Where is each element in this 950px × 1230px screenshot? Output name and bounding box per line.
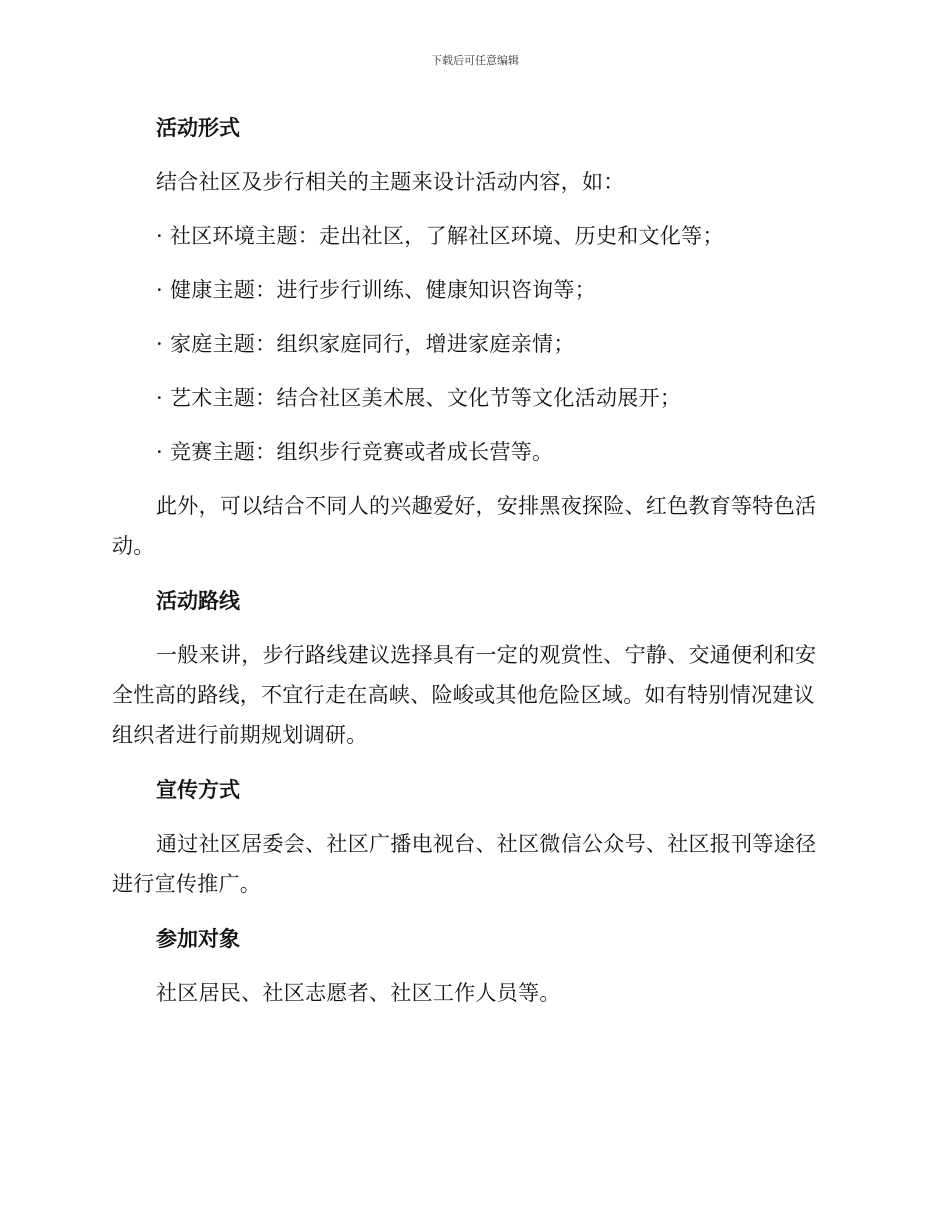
bullet-item-community-environment: · 社区环境主题：走出社区，了解社区环境、历史和文化等； <box>156 224 724 248</box>
route-body: 一般来讲，步行路线建议选择具有一定的观赏性、宁静、交通便利和安全性高的路线，不宜行走在高峡、险峻或其他危险区域。如有特别情况建议组织者进行前期规划调研。 <box>112 643 817 747</box>
activity-form-extra: 此外，可以结合不同人的兴趣爱好，安排黑夜探险、红色教育等特色活动。 <box>112 494 817 558</box>
bullet-item-competition: · 竞赛主题：组织步行竞赛或者成长营等。 <box>156 440 554 464</box>
section-heading-route: 活动路线 <box>156 589 240 613</box>
participants-body: 社区居民、社区志愿者、社区工作人员等。 <box>156 981 561 1005</box>
bullet-item-family: · 家庭主题：组织家庭同行，增进家庭亲情； <box>156 332 575 356</box>
activity-form-intro: 结合社区及步行相关的主题来设计活动内容，如： <box>156 170 625 194</box>
section-heading-promotion: 宣传方式 <box>156 778 240 802</box>
document-body <box>112 108 832 1013</box>
page-header: 下载后可任意编辑 <box>431 54 519 67</box>
section-heading-activity-form: 活动形式 <box>156 116 240 140</box>
promotion-body: 通过社区居委会、社区广播电视台、社区微信公众号、社区报刊等途径进行宣传推广。 <box>112 832 817 896</box>
section-heading-participants: 参加对象 <box>156 927 240 951</box>
bullet-item-health: · 健康主题：进行步行训练、健康知识咨询等； <box>156 278 596 302</box>
bullet-item-art: · 艺术主题：结合社区美术展、文化节等文化活动展开； <box>156 386 682 410</box>
